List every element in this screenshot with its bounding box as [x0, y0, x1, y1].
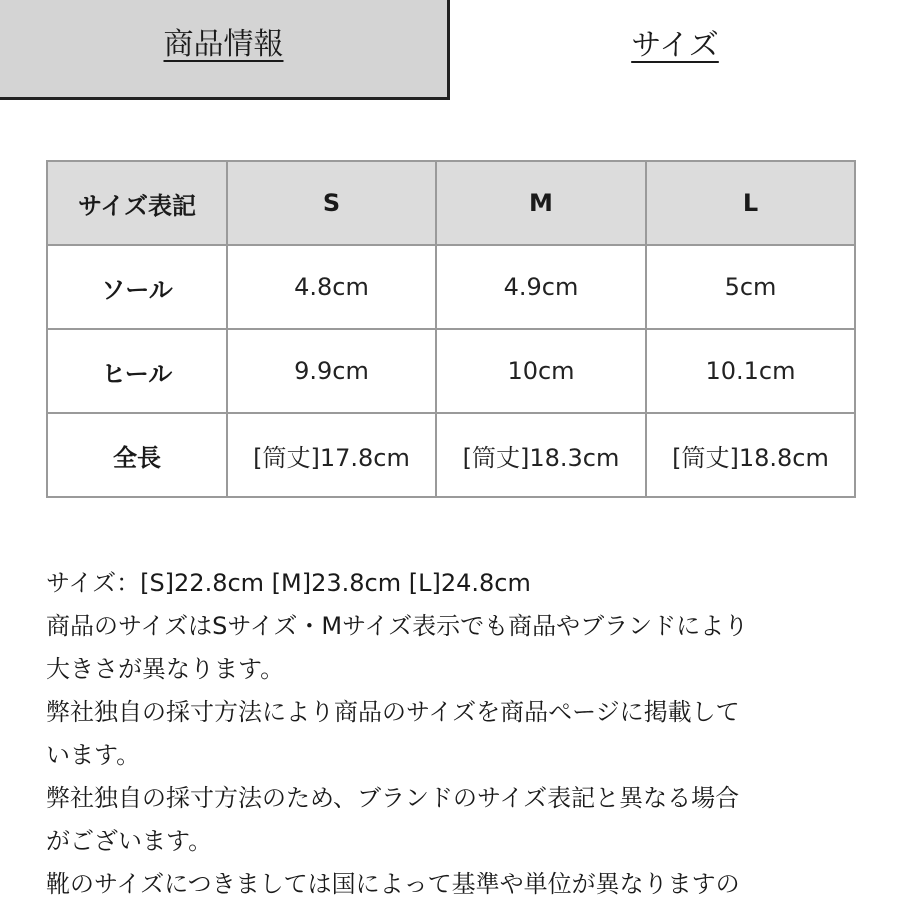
heel-value-m: 10cm: [436, 329, 646, 413]
sole-value-m: 4.9cm: [436, 245, 646, 329]
size-label-header: サイズ表記: [47, 161, 227, 245]
description-line: がございます。: [46, 827, 213, 855]
description-line: 大きさが異なります。: [46, 655, 285, 683]
tab-size-label: サイズ: [631, 28, 719, 63]
table-header-row: [47, 161, 855, 245]
description-line: 商品のサイズはSサイズ・Mサイズ表示でも商品やブランドにより: [46, 612, 749, 640]
size-description: [46, 562, 876, 900]
table-row-sole: [47, 245, 855, 329]
description-line: サイズ：[S]22.8cm [M]23.8cm [L]24.8cm: [46, 569, 531, 597]
heel-value-l: 10.1cm: [646, 329, 855, 413]
description-line: います。: [46, 741, 141, 769]
total-length-value-m: [筒丈]18.3cm: [436, 413, 646, 497]
tab-product-info[interactable]: [0, 0, 450, 100]
column-header-s: S: [227, 161, 436, 245]
tab-size[interactable]: [450, 0, 900, 100]
table-row-total-length: [47, 413, 855, 497]
column-header-l: L: [646, 161, 855, 245]
description-line: 弊社独自の採寸方法により商品のサイズを商品ページに掲載して: [46, 698, 740, 726]
row-label-sole: ソール: [47, 245, 227, 329]
description-line: 弊社独自の採寸方法のため、ブランドのサイズ表記と異なる場合: [46, 784, 740, 812]
sole-value-l: 5cm: [646, 245, 855, 329]
description-line: 靴のサイズにつきましては国によって基準や単位が異なりますの: [46, 870, 740, 898]
heel-value-s: 9.9cm: [227, 329, 436, 413]
column-header-m: M: [436, 161, 646, 245]
size-table: [46, 160, 856, 498]
sole-value-s: 4.8cm: [227, 245, 436, 329]
row-label-total-length: 全長: [47, 413, 227, 497]
total-length-value-s: [筒丈]17.8cm: [227, 413, 436, 497]
row-label-heel: ヒール: [47, 329, 227, 413]
total-length-value-l: [筒丈]18.8cm: [646, 413, 855, 497]
table-row-heel: [47, 329, 855, 413]
tab-product-info-label: 商品情報: [163, 26, 284, 62]
